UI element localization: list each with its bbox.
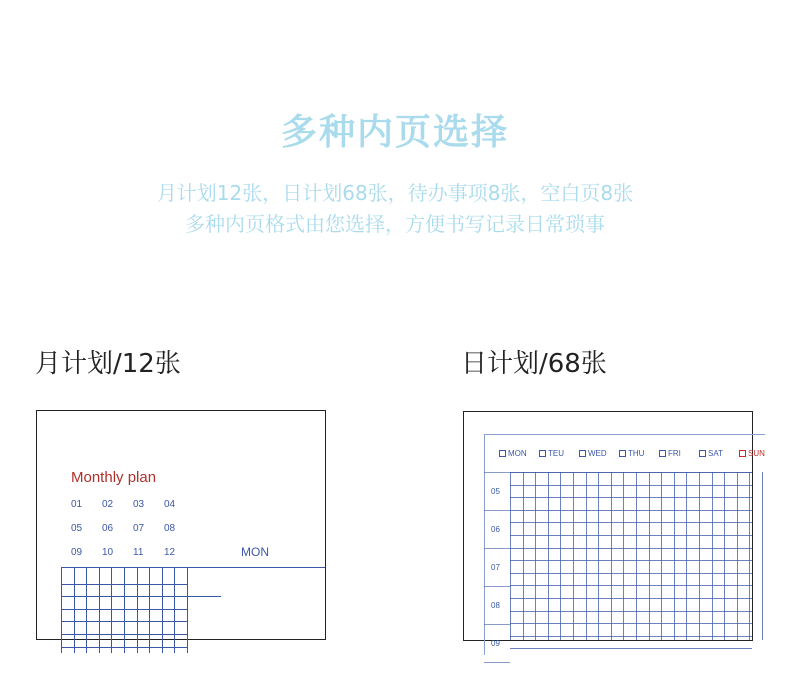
checkbox-icon	[699, 450, 706, 457]
month-number: 02	[102, 499, 114, 510]
weekday-header-thu	[619, 449, 644, 458]
month-number: 08	[164, 523, 176, 534]
month-number: 03	[133, 499, 145, 510]
grid-line	[510, 585, 752, 586]
grid-line	[99, 567, 100, 653]
weekday-text: FRI	[668, 449, 681, 458]
grid-line	[61, 609, 187, 610]
grid-line	[149, 567, 150, 653]
checkbox-icon	[579, 450, 586, 457]
weekday-text: MON	[508, 449, 527, 458]
subtitle-line-2: 多种内页格式由您选择，方便书写记录日常琐事	[185, 212, 605, 236]
checkbox-icon	[499, 450, 506, 457]
weekday-header-fri	[659, 449, 681, 458]
checkbox-icon	[539, 450, 546, 457]
grid-line	[187, 567, 188, 653]
page-title: 多种内页选择	[280, 112, 509, 153]
grid-line	[510, 535, 752, 536]
grid-line	[137, 567, 138, 653]
row-separator	[484, 624, 510, 625]
grid-line	[510, 623, 752, 624]
row-separator	[484, 586, 510, 587]
row-separator	[484, 548, 510, 549]
grid-line	[510, 510, 752, 511]
header-separator	[484, 472, 752, 473]
checkbox-icon	[739, 450, 746, 457]
grid-line	[510, 497, 752, 498]
month-number: 06	[102, 523, 114, 534]
row-separator	[484, 662, 510, 663]
row-number: 08	[491, 601, 500, 610]
short-line	[187, 596, 221, 597]
checkbox-icon	[659, 450, 666, 457]
weekday-text: WED	[588, 449, 607, 458]
grid-line	[510, 648, 752, 649]
row-number: 09	[491, 639, 500, 648]
weekday-text: SAT	[708, 449, 723, 458]
divider-line	[61, 567, 325, 568]
grid-line	[510, 548, 752, 549]
grid-line	[111, 567, 112, 653]
month-number: 04	[164, 499, 176, 510]
monthly-plan-preview	[36, 410, 326, 640]
weekday-text: TEU	[548, 449, 564, 458]
row-number: 05	[491, 487, 500, 496]
grid-line	[124, 567, 125, 653]
month-number: 10	[102, 547, 114, 558]
grid-line	[61, 634, 187, 635]
monthly-plan-title: Monthly plan	[71, 469, 157, 486]
row-number: 07	[491, 563, 500, 572]
grid-line	[510, 485, 752, 486]
weekday-text: THU	[628, 449, 645, 458]
checkbox-icon	[619, 450, 626, 457]
daily-plan-preview	[463, 411, 765, 648]
subtitle-line-1: 月计划12张，日计划68张，待办事项8张，空白页8张	[156, 181, 634, 205]
grid-line	[61, 647, 187, 648]
weekday-label-mon: MON	[241, 545, 269, 559]
month-number: 05	[71, 523, 83, 534]
grid-line	[510, 611, 752, 612]
grid-line	[510, 522, 752, 523]
weekday-text: SUN	[748, 449, 765, 458]
grid-line	[510, 560, 752, 561]
grid-line	[86, 567, 87, 653]
weekday-header-sat	[699, 449, 723, 458]
month-number: 01	[71, 499, 83, 510]
grid-line	[510, 573, 752, 574]
grid-line	[61, 621, 187, 622]
weekday-header-sun	[739, 449, 765, 458]
daily-grid-frame	[484, 434, 765, 655]
grid-line	[162, 567, 163, 653]
monthly-plan-label: 月计划/12张	[35, 349, 181, 379]
grid-line	[61, 584, 187, 585]
month-number: 11	[133, 547, 144, 558]
row-separator	[484, 510, 510, 511]
weekday-header-teu	[539, 449, 564, 458]
month-number: 12	[164, 547, 176, 558]
grid-line	[510, 598, 752, 599]
daily-plan-label: 日计划/68张	[461, 349, 607, 379]
grid-line	[174, 567, 175, 653]
grid-line	[762, 472, 763, 640]
grid-line	[510, 636, 752, 637]
weekday-header-mon	[499, 449, 527, 458]
grid-line	[61, 567, 62, 653]
grid-line	[74, 567, 75, 653]
month-number: 09	[71, 547, 83, 558]
row-number: 06	[491, 525, 500, 534]
weekday-header-wed	[579, 449, 607, 458]
grid-line	[61, 596, 187, 597]
month-number: 07	[133, 523, 145, 534]
